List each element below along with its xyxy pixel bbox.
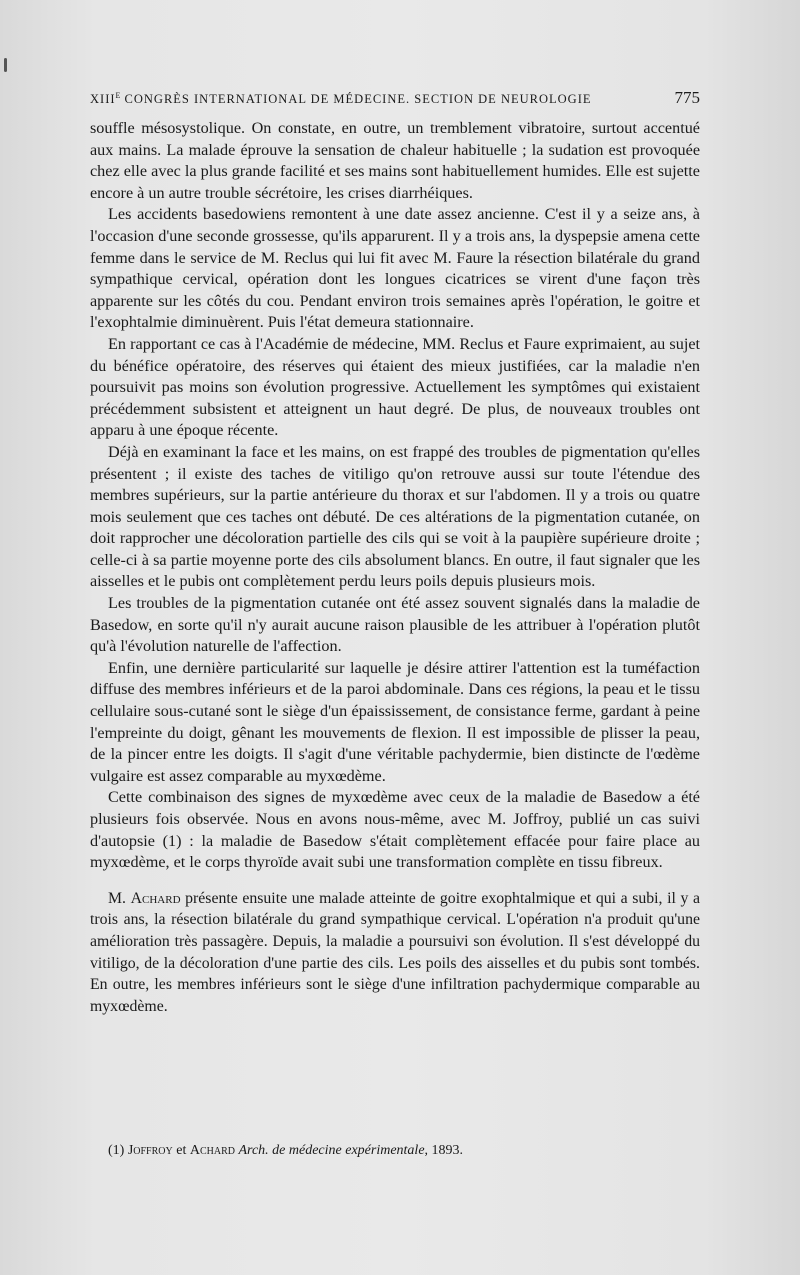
paragraph-1: souffle mésosystolique. On constate, en outre, un tremblement vibratoire, surtout accentué aux mains. La malade éprouve la sensation de chaleur habituelle ; la sudation est provoquée chez elle avec la plus grande facilité et ses mains sont habituellement humides. Elle est sujette encore à un autre trouble sécrétoire, les crises diarrhéiques.	[90, 119, 700, 202]
running-header	[90, 88, 700, 108]
achard-name: Achard	[130, 889, 181, 907]
footnote-conjunction: et	[172, 1143, 190, 1158]
paragraph-4: Déjà en examinant la face et les mains, on est frappé des troubles de pigmentation qu'elles présentent ; il existe des taches de vitiligo qu'on retrouve aussi sur toute l'étendue des membres supérieurs, sur la partie antérieure du thorax et sur l'abdomen. Il y a trois ou quatre mois seulement que ces taches ont débuté. De ces altérations de la pigmentation cutanée, on doit rapprocher une décoloration partielle des cils qui se voit à la paupière supérieure droite ; celle-ci à sa partie moyenne porte des cils absolument blancs. En outre, il faut signaler que les aisselles et le pubis ont complètement perdu leurs poils depuis plusieurs mois.	[90, 442, 700, 591]
footnote-year: , 1893.	[424, 1143, 464, 1158]
footnote-journal: Arch. de médecine expérimentale	[238, 1143, 425, 1158]
header-title-prefix: XIII	[90, 92, 116, 106]
footnote-marker: (1)	[108, 1143, 128, 1158]
achard-text: présente ensuite une malade atteinte de goitre exophtalmique et qui a subi, il y a trois ans, la résection bilatérale du grand sympathique cervical. L'opération n'a produit qu'une amélioration très passagère. Depuis, la maladie a poursuivi son évolution. Il s'est développé du vitiligo, de la décoloration d'une partie des cils. Les poils des aisselles et du pubis sont tombés. En outre, les membres inférieurs sont le siège d'une infiltration pachydermique comparable au myxœdème.	[90, 889, 700, 1015]
header-title-rest: CONGRÈS INTERNATIONAL DE MÉDECINE. SECTION DE NEUROLOGIE	[120, 92, 592, 106]
paragraph-3: En rapportant ce cas à l'Académie de médecine, MM. Reclus et Faure exprimaient, au sujet du bénéfice opératoire, des réserves qui étaient des mieux justifiées, car la maladie n'en poursuivit pas moins son évolution progressive. Actuellement les symptômes qui existaient précédemment subsistent et atteignent un haut degré. De plus, de nouveaux troubles ont apparu à une époque récente.	[90, 334, 700, 440]
header-title	[90, 91, 592, 107]
header-title-sup: E	[115, 90, 121, 100]
paragraph-6: Enfin, une dernière particularité sur laquelle je désire attirer l'attention est la tuméfaction diffuse des membres inférieurs et de la paroi abdominale. Dans ces régions, la peau et le tissu cellulaire sous-cutané sont le siège d'un épaississement, de consistance ferme, gardant à peine l'empreinte du doigt, gênant les mouvements de flexion. Il est impossible de plisser la peau, de la pincer entre les doigts. Il s'agit d'une véritable pachydermie, bien distincte de l'œdème vulgaire est assez comparable au myxœdème.	[90, 658, 700, 785]
footnote-author-1: Joffroy	[127, 1143, 173, 1158]
paragraph-5: Les troubles de la pigmentation cutanée ont été assez souvent signalés dans la maladie de Basedow, en sorte qu'il n'y aurait aucune raison plausible de les attribuer à l'opération plutôt qu'à l'évolution naturelle de l'affection.	[90, 594, 700, 656]
paragraph-7: Cette combinaison des signes de myxœdème avec ceux de la maladie de Basedow a été plusieurs fois observée. Nous en avons nous-même, avec M. Joffroy, publié un cas suivi d'autopsie (1) : la maladie de Basedow s'était complètement effacée pour faire place au myxœdème, et le corps thyroïde avait subi une transformation complète en tissu fibreux.	[90, 788, 700, 872]
achard-paragraph	[90, 888, 700, 1018]
footnote-author-2: Achard	[189, 1143, 235, 1158]
page-number: 775	[674, 88, 700, 107]
footnote	[90, 1142, 700, 1160]
body-text	[90, 118, 700, 1017]
paragraph-2: Les accidents basedowiens remontent à une date assez ancienne. C'est il y a seize ans, à l'occasion d'une seconde grossesse, qu'ils apparurent. Il y a trois ans, la dyspepsie amena cette femme dans le service de M. Reclus qui lui fit avec M. Faure la résection bilatérale du grand sympathique cervical, opération dont les longues cicatrices se virent d'une façon très apparente sur les côtés du cou. Pendant environ trois semaines après l'opération, le goitre et l'exophtalmie diminuèrent. Puis l'état demeura stationnaire.	[90, 205, 700, 332]
margin-ink-mark	[4, 58, 7, 72]
achard-prefix: M.	[108, 889, 131, 907]
